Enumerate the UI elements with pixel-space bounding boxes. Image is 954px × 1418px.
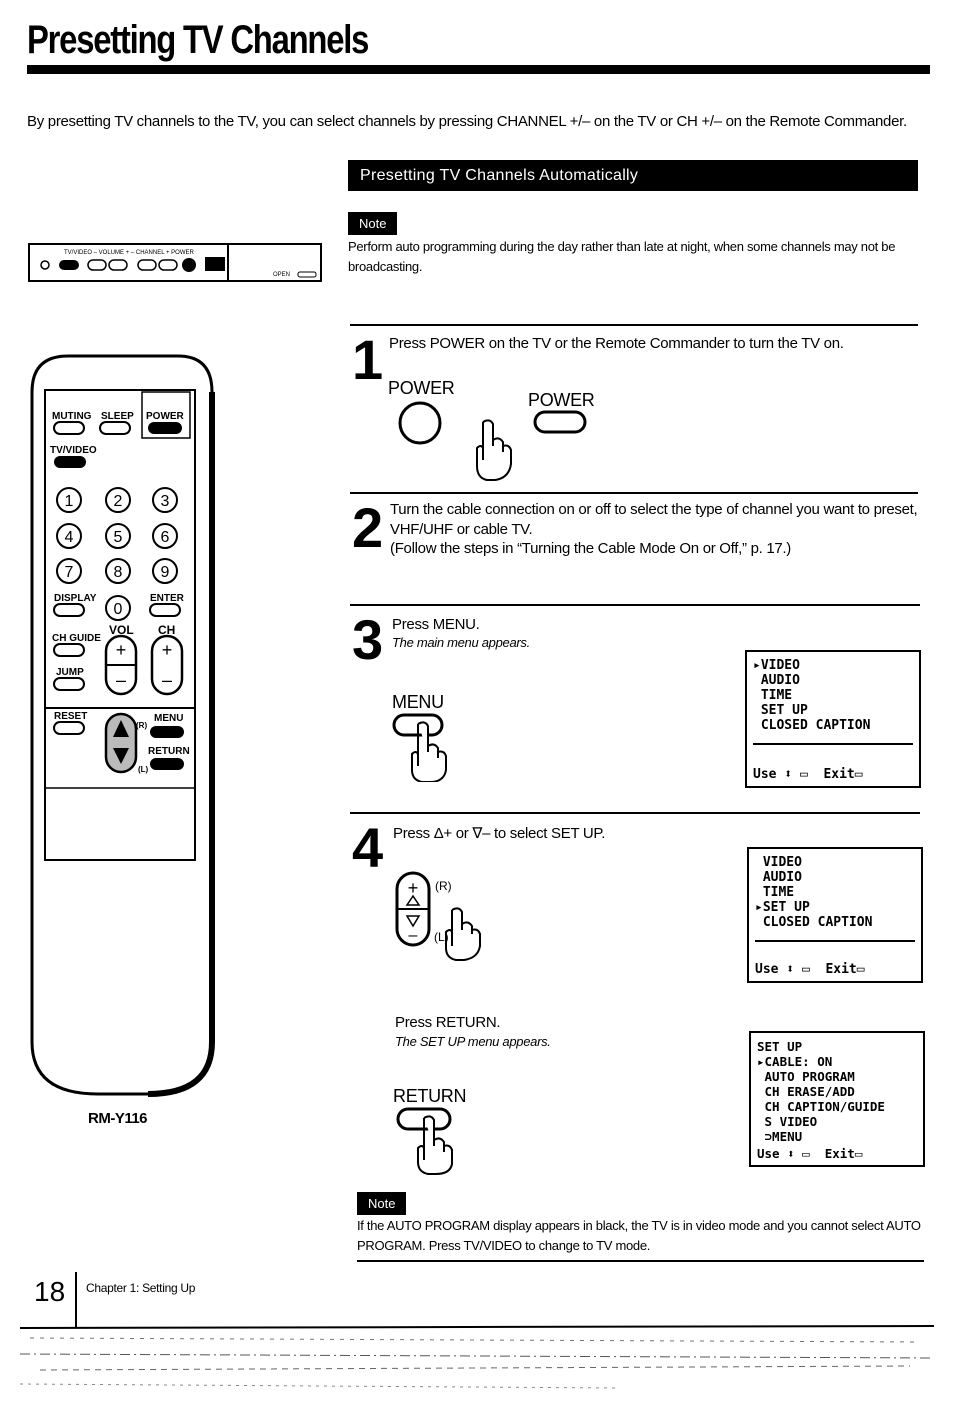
page-number: 18 [34, 1276, 66, 1307]
remote-digit-8: 8 [113, 564, 123, 581]
menu-line: TIME [753, 688, 793, 703]
note-text-2: If the AUTO PROGRAM display appears in black, the TV is in video mode and you cannot select AUTO PROGRAM. Press TV/VIDEO to change to TV mode. [357, 1218, 921, 1253]
remote-digit-3: 3 [160, 493, 170, 510]
svg-text:+: + [407, 878, 419, 898]
menu-line: CLOSED CAPTION [755, 915, 873, 930]
step-2-text: Turn the cable connection on or off to select the type of channel you want to preset, VHF/UHF or cable TV. [390, 501, 918, 538]
step-1-remote-power-label: POWER [528, 390, 595, 410]
menu-line: VIDEO [755, 855, 802, 870]
remote-label-l: (L) [138, 765, 149, 774]
svg-text:–: – [115, 670, 127, 690]
svg-text:OPEN: OPEN [273, 272, 291, 278]
note-2-rule [357, 1260, 924, 1262]
menu-line: AUDIO [755, 870, 802, 885]
remote-label-ch: CH [158, 623, 176, 637]
scan-noise [20, 1318, 934, 1398]
svg-text:TV/VIDEO – VOLUME + – CHANN: TV/VIDEO – VOLUME + – CHANNEL + POWER [64, 250, 194, 256]
remote-commander-illustration [28, 352, 218, 1102]
menu-line: ⊃MENU [757, 1129, 803, 1144]
svg-text:+: + [115, 640, 127, 660]
remote-label-sleep: SLEEP [101, 411, 134, 422]
remote-label-reset: RESET [54, 711, 88, 722]
main-menu-screen-2 [747, 847, 923, 983]
step-4-text: Press Δ+ or ∇– to select SET UP. [393, 825, 606, 842]
step-4-l-label: (L) [434, 930, 449, 944]
menu-line: ▸VIDEO [753, 658, 800, 673]
menu-line: SET UP [753, 703, 808, 718]
step-4-number: 4 [352, 816, 384, 879]
note-label: Note [348, 212, 397, 235]
chapter-label: Chapter 1: Setting Up [86, 1281, 196, 1295]
main-menu-screen-1 [745, 650, 921, 788]
remote-label-muting: MUTING [52, 411, 92, 422]
remote-label-power: POWER [146, 411, 184, 422]
intro-paragraph: By presetting TV channels to the TV, you can select channels by pressing CHANNEL +/– on the TV or CH +/– on the Remote Commander. [27, 113, 907, 130]
section-title: Presetting TV Channels Automatically [348, 160, 918, 191]
step-4-return-button-illustration [394, 1106, 464, 1176]
menu-line: ▸CABLE: ON [757, 1054, 833, 1069]
remote-label-vol: VOL [109, 623, 134, 637]
page-title: Presetting TV Channels [27, 18, 369, 62]
step-4-r-label: (R) [435, 879, 452, 893]
remote-label-tvvideo: TV/VIDEO [50, 445, 97, 456]
svg-text:–: – [408, 927, 418, 944]
menu-line: TIME [755, 885, 795, 900]
svg-text:–: – [161, 670, 173, 690]
remote-label-display: DISPLAY [54, 593, 97, 604]
menu-footer: Use ⬍ ▭ Exit▭ [755, 962, 865, 977]
remote-digit-2: 2 [113, 493, 123, 510]
step-3-text: Press MENU. [392, 616, 480, 633]
menu-line: CH CAPTION/GUIDE [757, 1099, 885, 1114]
remote-digit-0: 0 [113, 601, 123, 618]
menu-line: ▸SET UP [755, 900, 810, 915]
menu-line: SET UP [757, 1039, 803, 1054]
step-3-number: 3 [352, 608, 384, 671]
menu-line: S VIDEO [757, 1114, 818, 1129]
remote-digit-4: 4 [64, 529, 74, 546]
step-3-sub: The main menu appears. [392, 635, 530, 650]
remote-model: RM-Y116 [88, 1110, 148, 1127]
note-text-1: Perform auto programming during the day rather than late at night, when some channels may not be broadcasting. [348, 239, 896, 274]
remote-digit-6: 6 [160, 529, 170, 546]
step-1-text: Press POWER on the TV or the Remote Commander to turn the TV on. [389, 335, 844, 352]
tv-front-panel-illustration [28, 243, 324, 283]
step-2-rule [350, 492, 918, 494]
remote-label-r: (R) [136, 721, 148, 730]
remote-digit-5: 5 [113, 529, 123, 546]
menu-footer: Use ⬍ ▭ Exit▭ [753, 767, 863, 782]
step-3-menu-button-illustration [390, 712, 460, 782]
step-1-tv-power-label: POWER [388, 378, 455, 398]
step-1-power-buttons-illustration [395, 400, 595, 482]
remote-label-jump: JUMP [56, 667, 84, 678]
remote-label-return: RETURN [148, 746, 190, 757]
title-rule [27, 65, 930, 74]
menu-line: CH ERASE/ADD [757, 1084, 855, 1099]
step-1-number: 1 [352, 328, 384, 391]
remote-digit-1: 1 [64, 493, 74, 510]
step-2-reference: (Follow the steps in “Turning the Cable Mode On or Off,” p. 17.) [390, 540, 791, 557]
step-3-rule [350, 604, 920, 606]
remote-label-menu: MENU [154, 713, 184, 724]
svg-text:+: + [161, 640, 173, 660]
note-label-2: Note [357, 1192, 406, 1215]
remote-digit-7: 7 [64, 564, 74, 581]
menu-line: AUDIO [753, 673, 800, 688]
remote-label-enter: ENTER [150, 593, 184, 604]
step-1-rule [350, 324, 918, 326]
remote-label-chguide: CH GUIDE [52, 633, 101, 644]
remote-digit-9: 9 [160, 564, 170, 581]
menu-footer: Use ⬍ ▭ Exit▭ [757, 1146, 863, 1161]
step-2-number: 2 [352, 496, 384, 559]
step-4-return-label: RETURN [393, 1086, 467, 1106]
step-4-rule [350, 812, 920, 814]
step-4-return-sub: The SET UP menu appears. [395, 1034, 551, 1049]
menu-line: CLOSED CAPTION [753, 718, 871, 733]
step-3-menu-label: MENU [392, 692, 444, 712]
menu-line: AUTO PROGRAM [757, 1069, 855, 1084]
step-4-return-text: Press RETURN. [395, 1014, 501, 1031]
setup-menu-screen [749, 1031, 925, 1167]
